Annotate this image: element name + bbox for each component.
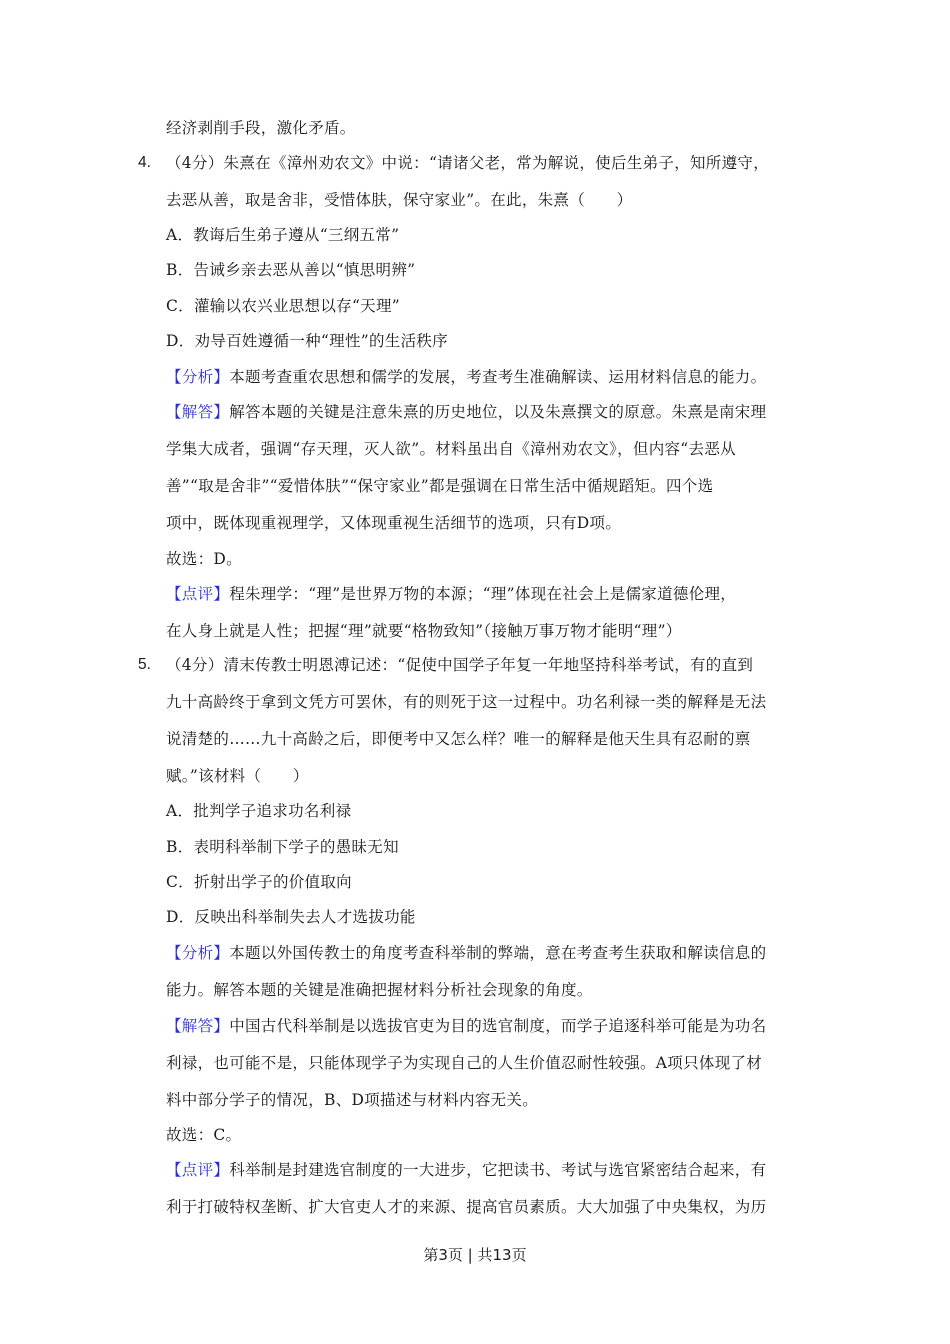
- question-5-comment-line-2: 利于打破特权垄断、扩大官吏人才的来源、提高官员素质。大大加强了中央集权，为历: [166, 1198, 767, 1216]
- answer-tag: 【解答】: [166, 403, 230, 421]
- question-5-option-d: D．反映出科举制失去人才选拔功能: [166, 908, 416, 926]
- question-4-option-a: A．教诲后生弟子遵从“三纲五常”: [166, 226, 400, 244]
- question-5-option-a: A．批判学子追求功名利禄: [166, 802, 352, 820]
- question-4-number: 4.: [138, 154, 151, 171]
- question-4-option-b: B．告诫乡亲去恶从善以“慎思明辨”: [166, 261, 416, 279]
- question-4-answer-line-3: 善”“取是舍非”“爱惜体肤”“保守家业”都是强调在日常生活中循规蹈矩。四个选: [166, 477, 714, 495]
- question-4-analysis: 【分析】本题考查重农思想和儒学的发展，考查考生准确解读、运用材料信息的能力。: [166, 368, 767, 386]
- comment-tag: 【点评】: [166, 585, 230, 603]
- question-5-stem-line-2: 九十高龄终于拿到文凭方可罢休，有的则死于这一过程中。功名利禄一类的解释是无法: [166, 693, 767, 711]
- analysis-tag: 【分析】: [166, 944, 230, 962]
- question-5-analysis-line-2: 能力。解答本题的关键是准确把握材料分析社会现象的角度。: [166, 981, 593, 999]
- question-5-stem-line-1: （4分）清末传教士明恩溥记述：“促使中国学子年复一年地坚持科举考试，有的直到: [166, 656, 754, 674]
- question-5-stem-line-3: 说清楚的……九十高龄之后，即便考中又怎么样？唯一的解释是他天生具有忍耐的禀: [166, 730, 751, 748]
- question-4-answer-line-4: 项中，既体现重视理学，又体现重视生活细节的选项，只有D项。: [166, 514, 622, 532]
- question-5-answer-line-1: 【解答】中国古代科举制是以选拔官吏为目的选官制度，而学子追逐科举可能是为功名: [166, 1017, 767, 1035]
- question-4-choice: 故选：D。: [166, 550, 242, 568]
- question-5-choice: 故选：C。: [166, 1126, 242, 1144]
- question-4-comment-line-2: 在人身上就是人性；把握“理”就要“格物致知”（接触万事万物才能明“理”）: [166, 622, 682, 640]
- question-5-number: 5.: [138, 656, 151, 673]
- question-4-stem-line-1: （4分）朱熹在《漳州劝农文》中说：“请诸父老，常为解说，使后生弟子，知所遵守，: [166, 154, 769, 172]
- question-5-option-c: C．折射出学子的价值取向: [166, 873, 352, 891]
- question-5-answer-line-3: 料中部分学子的情况，B、D项描述与材料内容无关。: [166, 1091, 539, 1109]
- question-5-answer-line-2: 利禄，也可能不是，只能体现学子为实现自己的人生价值忍耐性较强。A项只体现了材: [166, 1054, 763, 1072]
- question-5-comment-line-1: 【点评】科举制是封建选官制度的一大进步，它把读书、考试与选官紧密结合起来，有: [166, 1161, 767, 1179]
- question-4-answer-line-1: 【解答】解答本题的关键是注意朱熹的历史地位，以及朱熹撰文的原意。朱熹是南宋理: [166, 403, 767, 421]
- analysis-tag: 【分析】: [166, 368, 230, 386]
- continuation-text: 经济剥削手段，激化矛盾。: [166, 119, 356, 137]
- comment-tag: 【点评】: [166, 1161, 230, 1179]
- question-4-option-d: D．劝导百姓遵循一种“理性”的生活秩序: [166, 332, 448, 350]
- page-footer: 第3页 | 共13页: [423, 1246, 527, 1264]
- question-4-comment-line-1: 【点评】程朱理学：“理”是世界万物的本源；“理”体现在社会上是儒家道德伦理，: [166, 585, 737, 603]
- answer-tag: 【解答】: [166, 1017, 230, 1035]
- question-4-answer-line-2: 学集大成者，强调“存天理，灭人欲”。材料虽出自《漳州劝农文》，但内容“去恶从: [166, 440, 736, 458]
- question-5-option-b: B．表明科举制下学子的愚昧无知: [166, 838, 399, 856]
- question-5-analysis-line-1: 【分析】本题以外国传教士的角度考查科举制的弊端，意在考查考生获取和解读信息的: [166, 944, 767, 962]
- question-5-stem-line-4: 赋。”该材料（ ）: [166, 767, 309, 785]
- question-4-stem-line-2: 去恶从善，取是舍非，受惜体肤，保守家业”。在此，朱熹（ ）: [166, 191, 633, 209]
- question-4-option-c: C．灌输以农兴业思想以存“天理”: [166, 297, 401, 315]
